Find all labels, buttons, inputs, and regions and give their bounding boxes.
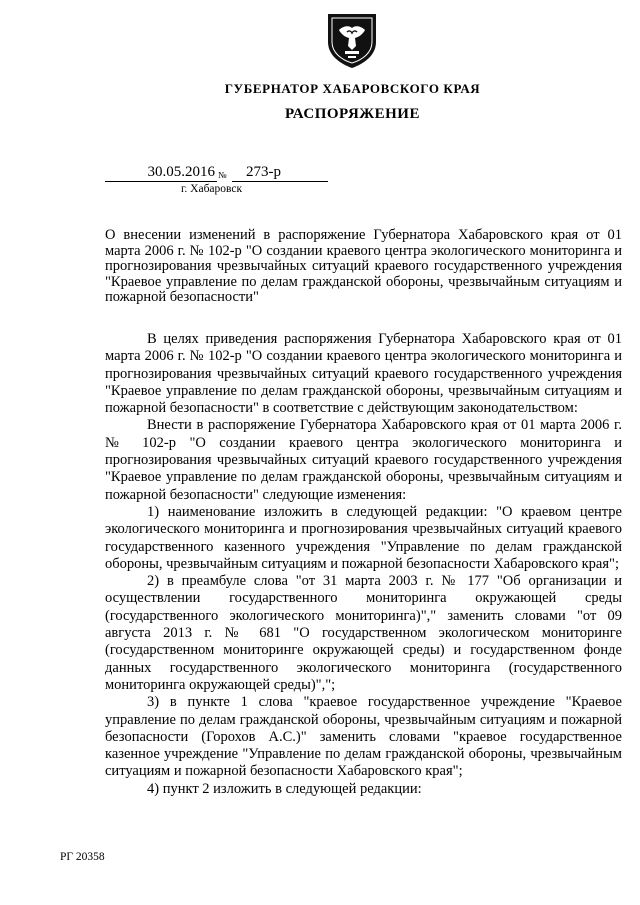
body-paragraph: 3) в пункте 1 слова "краевое государственное учреждение "Краевое управление по делам гражданской обороны, чрезвычайным ситуациям и пожарной безопасности (Горохов А.С.)" заменить словами "краевое государственное казенное учреждение "Управление по делам гражданской обороны, чрезвычайным ситуациям и пожарной безопасности Хабаровского края"; (105, 694, 622, 780)
body-paragraph: 4) пункт 2 изложить в следующей редакции: (147, 780, 422, 797)
body-paragraph: 2) в преамбуле слова "от 31 марта 2003 г. № 177 "Об организации и осуществлении государственного мониторинга окружающей среды (государственного экологического мониторинга)"," заменить словами "от 09 августа 2013 г. № 681 "О государственном экологическом мониторинге (государственном мониторинге окружающей среды) и государственном фонде данных государственного экологического мониторинга (государственного мониторинга окружающей среды)","; (105, 573, 622, 693)
document-city: г. Хабаровск (181, 183, 243, 195)
coat-of-arms-icon (325, 10, 379, 70)
number-sign: № (218, 170, 227, 180)
body-paragraph: 1) наименование изложить в следующей редакции: "О краевом центре экологического мониторинга и прогнозирования чрезвычайных ситуаций краевого государственного казенного учреждения "Управление по делам гражданской обороны, чрезвычайным ситуациям и пожарной безопасности Хабаровского края"; (105, 503, 622, 572)
document-type: РАСПОРЯЖЕНИЕ (285, 106, 420, 122)
body-paragraph: В целях приведения распоряжения Губернатора Хабаровского края от 01 марта 2006 г. № 102-р "О создании краевого центра экологического мониторинга и прогнозирования чрезвычайных ситуаций краевого государственного учреждения "Краевое управление по делам гражданской обороны, чрезвычайным ситуациям и пожарной безопасности" в соответствие с действующим законодательством: (105, 331, 622, 417)
issuing-authority: ГУБЕРНАТОР ХАБАРОВСКОГО КРАЯ (224, 81, 481, 96)
footer-code: РГ 20358 (60, 851, 105, 863)
document-subject: О внесении изменений в распоряжение Губернатора Хабаровского края от 01 марта 2006 г. № 102-р "О создании краевого центра экологического мониторинга и прогнозирования чрезвычайных ситуаций краевого государственного учреждения "Краевое управление по делам гражданской обороны, чрезвычайным ситуациям и пожарной безопасности" (105, 227, 622, 305)
body-paragraph: Внести в распоряжение Губернатора Хабаровского края от 01 марта 2006 г. № 102-р "О создании краевого центра экологического мониторинга и прогнозирования чрезвычайных ситуаций краевого государственного учреждения "Краевое управление по делам гражданской обороны, чрезвычайным ситуациям и пожарной безопасности" следующие изменения: (105, 417, 622, 503)
document-date: 30.05.2016 (105, 164, 217, 182)
document-body (105, 331, 622, 798)
document-number: 273-р (232, 164, 328, 182)
